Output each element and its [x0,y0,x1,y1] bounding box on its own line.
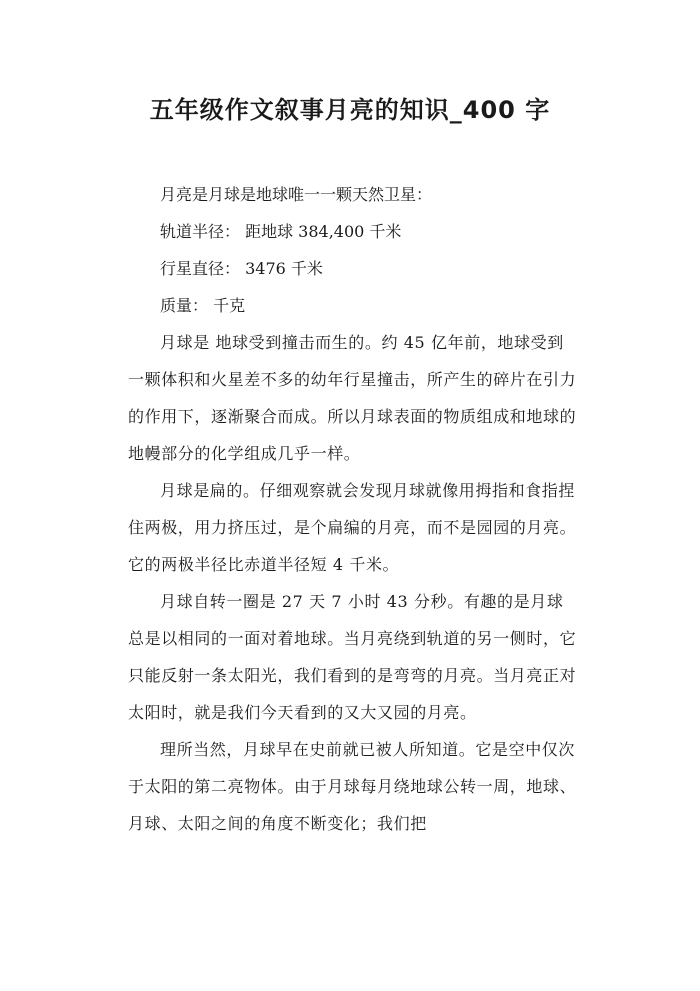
intro-line: 月亮是月球是地球唯一一颗天然卫星： [160,185,433,204]
document-body [128,176,578,842]
orbit-radius-line: 轨道半径： 距地球 384,400 千米 [160,222,402,241]
paragraph-brightness: 理所当然，月球早在史前就已被人所知道。它是空中仅次于太阳的第二亮物体。由于月球每月绕地球公转一周，地球、月球、太阳之间的角度不断变化；我们把 [128,740,577,833]
document-title: 五年级作文叙事月亮的知识_400 字 [149,96,551,124]
paragraph-origin: 月球是 地球受到撞击而生的。约 45 亿年前，地球受到一颗体积和火星差不多的幼年行星撞击，所产生的碎片在引力的作用下，逐渐聚合而成。所以月球表面的物质组成和地球的地幔部分的化学组成几乎一样。 [128,333,577,463]
diameter-line: 行星直径： 3476 千米 [160,259,323,278]
paragraph-rotation: 月球自转一圈是 27 天 7 小时 43 分秒。有趣的是月球总是以相同的一面对着地球。当月亮绕到轨道的另一侧时，它只能反射一条太阳光，我们看到的是弯弯的月亮。当月亮正对太阳时，就是我们今天看到的又大又园的月亮。 [128,592,577,722]
mass-line: 质量： 千克 [160,296,246,315]
paragraph-shape: 月球是扁的。仔细观察就会发现月球就像用拇指和食指捏住两极，用力挤压过，是个扁编的月亮，而不是园园的月亮。它的两极半径比赤道半径短 4 千米。 [128,481,577,574]
